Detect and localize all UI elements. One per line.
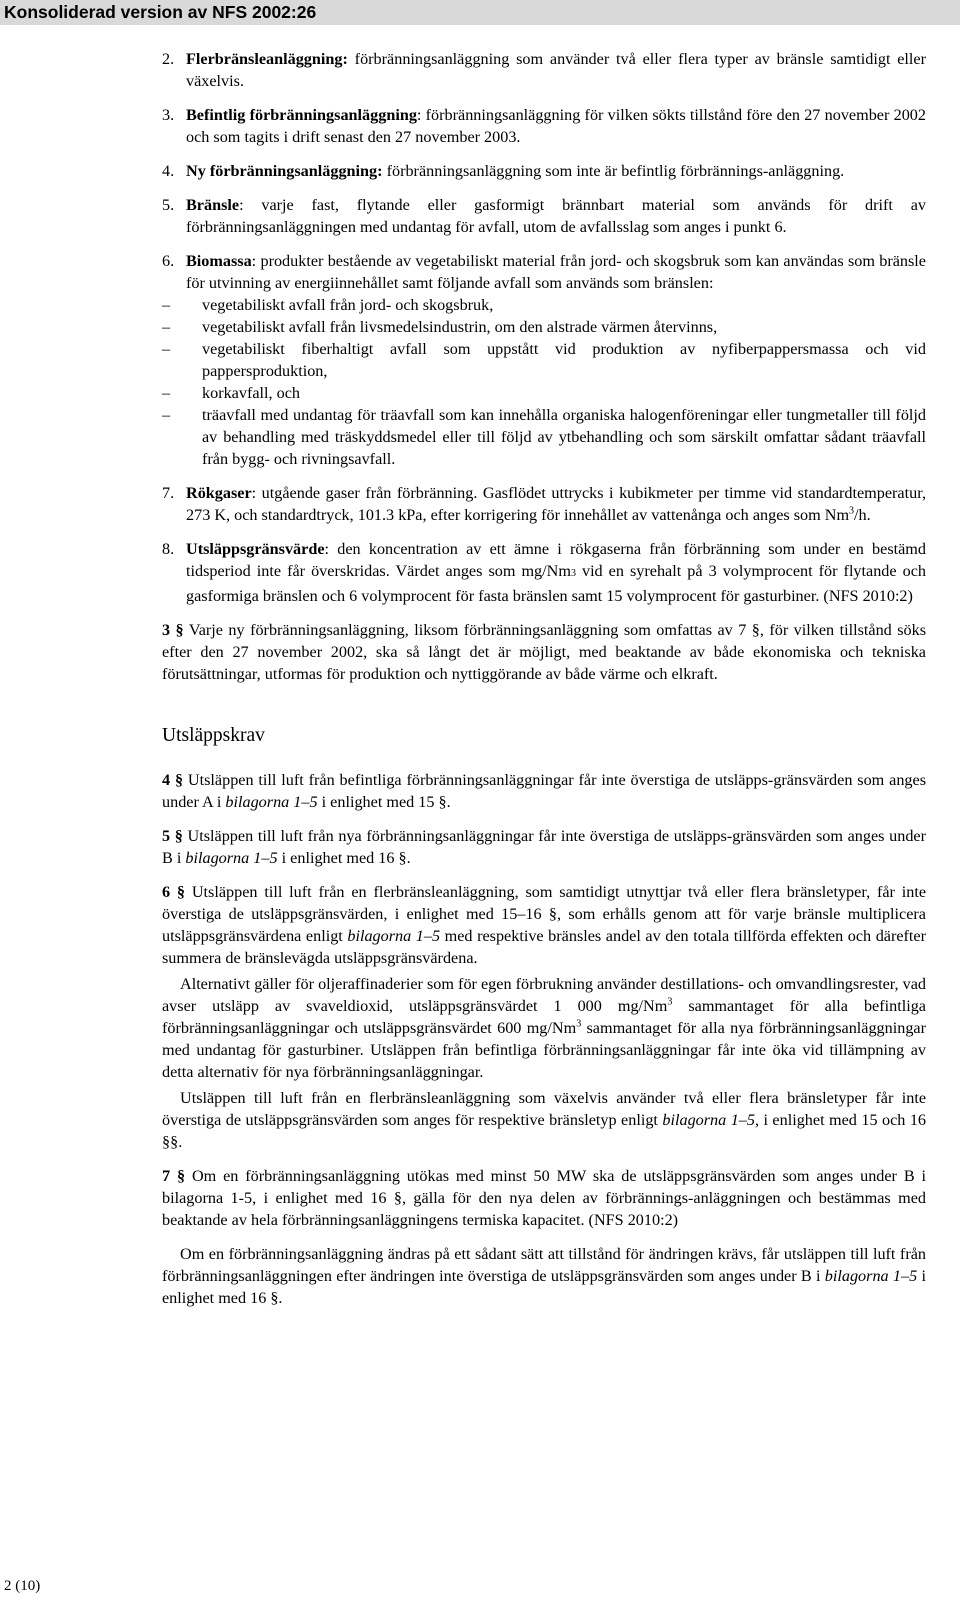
document-header <box>0 0 960 25</box>
definition-term: Utsläppsgränsvärde <box>186 540 325 558</box>
section-4-paragraph: 4 § Utsläppen till luft från befintliga förbränningsanläggningar får inte överstiga de utsläpps-gränsvärden som anges under A i bilagorna 1–5 i enlighet med 15 §. <box>162 771 926 811</box>
dash-marker: – <box>162 318 171 336</box>
definition-term: Bränsle <box>186 196 240 214</box>
definition-4 <box>162 160 926 182</box>
definition-number: 5. <box>162 196 175 214</box>
biomass-list-item: – vegetabiliskt fiberhaltigt avfall som uppstått vid produktion av nyfiberpappersmassa och vid pappersproduktion, <box>162 340 926 380</box>
biomass-list-item: – korkavfall, och <box>162 384 300 402</box>
biomass-list-item: – vegetabiliskt avfall från livsmedelsindustrin, om den alstrade värmen återvinns, <box>162 318 718 336</box>
section-number: 5 § <box>162 827 183 845</box>
definition-term: Befintlig förbränningsanläggning <box>186 106 417 124</box>
section-7-paragraph: 7 § Om en förbränningsanläggning utökas med minst 50 MW ska de utsläppsgränsvärden som anges under B i bilagorna 1-5, i enlighet med 16 §, gälla för den nya delen av förbrännings-anläggningen och bestämmas med beaktande av hela förbränningsanläggningens termiska kapacitet. (NFS 2010:2) <box>162 1167 927 1229</box>
definition-term: Flerbränsleanläggning: <box>186 50 348 68</box>
definition-2 <box>162 48 926 92</box>
document-body <box>162 48 926 1321</box>
definition-text: förbränningsanläggning som inte är befintlig förbrännings-anläggning. <box>382 162 845 180</box>
section-5-paragraph: 5 § Utsläppen till luft från nya förbränningsanläggningar får inte överstiga de utsläpps-gränsvärden som anges under B i bilagorna 1–5 i enlighet med 16 §. <box>162 827 926 867</box>
definition-number: 4. <box>162 162 175 180</box>
definition-number: 6. <box>162 252 175 270</box>
section-6-paragraph-2: Alternativt gäller för oljeraffinaderier som för egen förbrukning använder destillations- och omvandlingsrester, vad avser utsläpp av svaveldioxid, utsläppsgränsvärdet 1 000 mg/Nm$^3$ sammantaget för alla befintliga förbränningsanläggningar och utsläppsgränsvärdet 600 mg/Nm$^3$ sammantaget för alla nya förbränningsanläggningar med undantag för gasturbiner. Utsläppen från befintliga förbränningsanläggningar får inte öka vid tillämpning av detta alternativ för nya förbränningsanläggningar. <box>162 975 927 1081</box>
section-6-paragraph-3: Utsläppen till luft från en flerbränsleanläggning som växelvis använder två eller flera bränsletyper får inte överstiga de utsläppsgränsvärden som anges för respektive bränsletyp enligt bilagorna 1–5, i enlighet med 15 och 16 §§. <box>162 1089 927 1151</box>
section-number: 4 § <box>162 771 184 789</box>
section-7-paragraph-2: Om en förbränningsanläggning ändras på ett sådant sätt att tillstånd för ändringen krävs, får utsläppen till luft från förbränningsanläggningen efter ändringen inte överstiga de utsläppsgränsvärden som anges under B i bilagorna 1–5 i enlighet med 16 §. <box>162 1245 927 1307</box>
definition-8: 8. Utsläppsgränsvärde: den koncentration av ett ämne i rökgaserna från förbränning som under en bestämd tidsperiod inte får överskridas. Värdet anges som mg/Nm3 vid en syrehalt på 3 volymprocent för flytande och gasformiga bränslen och 6 volymprocent för fasta bränslen samt 15 volymprocent för gasturbiner. (NFS 2010:2) <box>162 540 926 605</box>
section-number: 6 § <box>162 883 186 901</box>
definition-text: : varje fast, flytande eller gasformigt brännbart material som används för drift av förbränningsanläggningen med undantag för avfall, utom de avfallsslag som anges i punkt 6. <box>186 196 926 236</box>
definition-text: förbränningsanläggning som använder två eller flera typer av bränsle samtidigt eller växelvis. <box>186 50 926 90</box>
dash-marker: – <box>162 296 171 314</box>
definition-5 <box>162 194 926 238</box>
definition-3 <box>162 104 926 148</box>
section-number: 3 § <box>162 621 184 639</box>
document-title: Konsoliderad version av NFS 2002:26 <box>4 2 317 22</box>
definition-number: 8. <box>162 540 175 558</box>
dash-marker: – <box>162 406 171 424</box>
section-3-paragraph: 3 § Varje ny förbränningsanläggning, liksom förbränningsanläggning som omfattas av 7 §, för vilken tillstånd söks efter den 27 november 2002, ska så långt det är möjligt, med beaktande av både ekonomiska och tekniska förutsättningar, utformas för produktion och nyttiggörande av både värme och elkraft. <box>162 621 926 683</box>
definition-term: Ny förbränningsanläggning: <box>186 162 383 180</box>
definition-term: Rökgaser <box>186 484 252 502</box>
definition-term: Biomassa <box>186 252 252 270</box>
biomass-list-item: – träavfall med undantag för träavfall som kan innehålla organiska halogenföreningar eller tungmetaller till följd av behandling med träskyddsmedel eller till följd av ytbehandling och som särskilt omfattar sådant träavfall från bygg- och rivningsavfall. <box>162 406 926 468</box>
dash-marker: – <box>162 384 171 402</box>
definition-number: 2. <box>162 50 175 68</box>
section-heading: Utsläppskrav <box>162 725 265 746</box>
definition-7: 7. Rökgaser: utgående gaser från förbränning. Gasflödet uttrycks i kubikmeter per timme vid standardtemperatur, 273 K, och standardtryck, 101.3 kPa, efter korrigering för innehållet av vattenånga och anges som Nm$^3$/h. <box>162 484 926 524</box>
definition-number: 3. <box>162 106 175 124</box>
page-number: 2 (10) <box>4 1578 41 1594</box>
definition-text: : produkter bestående av vegetabiliskt material från jord- och skogsbruk som kan användas som bränsle för utvinning av energiinnehållet samt följande avfall som används som bränslen: <box>186 252 926 292</box>
definition-6 <box>162 250 926 470</box>
definition-text: : förbränningsanläggning för vilken sökts tillstånd före den 27 november 2002 och som tagits i drift senast den 27 november 2003. <box>186 106 926 146</box>
section-6-paragraph: 6 § Utsläppen till luft från en flerbränsleanläggning, som samtidigt utnyttjar två eller flera bränsletyper, får inte överstiga de utsläppsgränsvärden, i enlighet med 15–16 §, som erhålls genom att för varje bränsle multiplicera utsläppsgränsvärdena enligt bilagorna 1–5 med respektive bränsles andel av den totala tillförda effekten och därefter summera de bränslevägda utsläppsgränsvärdena. <box>162 883 927 967</box>
dash-marker: – <box>162 340 171 358</box>
section-number: 7 § <box>162 1167 186 1185</box>
definition-number: 7. <box>162 484 175 502</box>
biomass-list-item: – vegetabiliskt avfall från jord- och skogsbruk, <box>162 296 494 314</box>
